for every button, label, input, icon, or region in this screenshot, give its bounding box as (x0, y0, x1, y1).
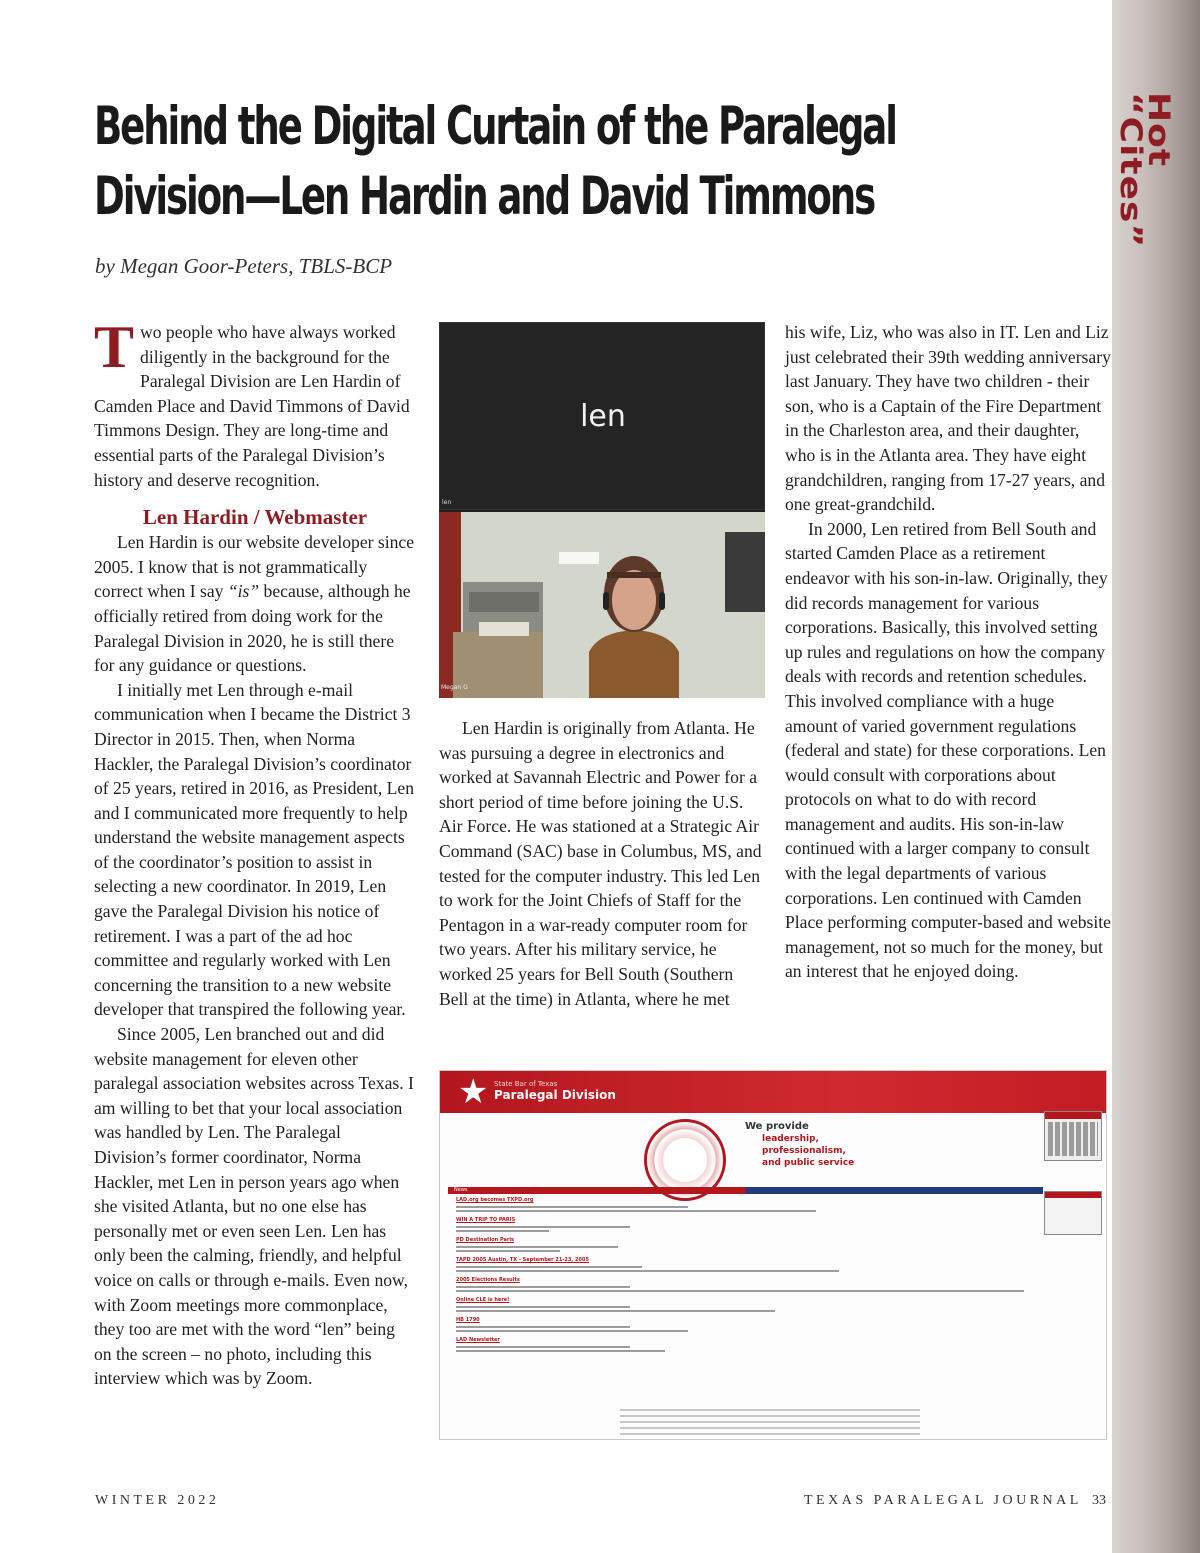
news-item: LAD.org becomes TXPD.org (456, 1197, 1036, 1212)
zoom-name-tag: len (442, 499, 452, 506)
news-item: TAPD 2005 Austin, TX - September 21-23, 2005 (456, 1257, 1036, 1272)
intro-paragraph: Two people who have always worked diligently in the background for the Paralegal Division are Len Hardin of Camden Place and David Timmons of David Timmons Design. They are long-time and essential parts of the Paralegal Division’s history and deserve recognition. (94, 314, 410, 490)
byline: by Megan Goor-Peters, TBLS-BCP (95, 254, 393, 278)
website-title: Paralegal Division (494, 1088, 616, 1102)
news-item: 2005 Elections Results (456, 1277, 1036, 1292)
news-list (456, 1197, 1036, 1357)
column-2 (439, 716, 765, 1011)
paragraph: I initially met Len through e-mail communication when I became the District 3 Director in 2015. Then, when Norma Hackler, the Paralegal Division’s coordinator of 25 years, retired in 2016, as President, Len and I communicated more frequently to help understand the website management aspects of the coordinator’s position to assist in selecting a new coordinator. In 2019, Len gave the Paralegal Division his notice of retirement. I was a part of the ad hoc committee and regularly worked with Len concerning the transition to a new website developer that transpired the following year. (94, 679, 415, 1020)
news-label: News (454, 1187, 468, 1193)
title-line-1: Behind the Digital Curtain of the Paralegal (94, 96, 896, 157)
news-bar (448, 1187, 1043, 1194)
section-title: Hot “Cites” (1113, 92, 1176, 249)
website-provide: We provide (745, 1121, 809, 1132)
webcam-photo (439, 512, 765, 698)
star-icon: ★ (458, 1072, 489, 1112)
paragraph: In 2000, Len retired from Bell South and started Camden Place as a retirement endeavor with his son-in-law. Originally, they did records management for various corporations. Basically, this involved setting up rules and regulations on how the company deals with records and retention schedules. This involved compliance with a huge amount of varied government regulations (federal and state) for these corporations. Len would consult with corporations about protocols on what to do with record management and audits. His son-in-law continued with a larger company to consult with the legal departments of various corporations. Len continued with Camden Place performing computer-based and website management, not so much for the money, but an interest that he enjoyed doing. (785, 518, 1111, 982)
website-footer (620, 1409, 920, 1437)
news-item: WIN A TRIP TO PARIS (456, 1217, 1036, 1232)
drop-cap: T (94, 314, 135, 380)
news-item: PD Destination Paris (456, 1237, 1036, 1252)
title-line-2: Division—Len Hardin and David Timmons (94, 166, 875, 227)
zoom-speaker-name: len (580, 399, 626, 434)
footer-season: WINTER 2022 (95, 1493, 220, 1508)
news-item: LAD Newsletter (456, 1337, 1036, 1352)
search-widget (1044, 1191, 1102, 1235)
column-1 (94, 314, 416, 1391)
news-item: HB 1790 (456, 1317, 1036, 1332)
page-number: 33 (1092, 1493, 1106, 1508)
zoom-tile-megan (439, 512, 765, 698)
website-screenshot (439, 1070, 1107, 1440)
zoom-name-tag: Megan G (441, 684, 468, 691)
footer-journal: TEXAS PARALEGAL JOURNAL (804, 1493, 1082, 1508)
paragraph: Len Hardin is originally from Atlanta. He was pursuing a degree in electronics and worked at Savannah Electric and Power for a short period of time before joining the U.S. Air Force. He was stationed at a Strategic Air Command (SAC) base in Columbus, MS, and tested for the computer industry. This led Len to work for the Joint Chiefs of Staff for the Pentagon in a war-ready computer room for two years. After his military service, he worked 25 years for Bell South (Southern Bell at the time) in Atlanta, where he met (439, 718, 762, 1009)
zoom-tile-len (439, 322, 765, 510)
article-title (94, 92, 896, 232)
website-org: State Bar of Texas (494, 1080, 558, 1088)
website-tagline: leadership, professionalism, and public service (762, 1134, 855, 1168)
column-3 (785, 320, 1111, 984)
paragraph: his wife, Liz, who was also in IT. Len and Liz just celebrated their 39th wedding anniversary last January. They have two children - their son, who is a Captain of the Fire Department in the Charleston area, and their daughter, who is in the Atlanta area. They have eight grandchildren, ranging from 17-27 years, and one great-grandchild. (785, 322, 1111, 515)
paragraph: Since 2005, Len branched out and did website management for eleven other paralegal association websites across Texas. I am willing to bet that your local association was handled by Len. The Paralegal Division’s former coordinator, Norma Hackler, met Len in person years ago when she visited Atlanta, but no one else has personally met or even seen Len. Len has only been the calming, friendly, and helpful voice on calls or through e-mails. Even now, with Zoom meetings more commonplace, they too are met with the word “len” being on the screen – no photo, including this interview which was by Zoom. (94, 1024, 414, 1389)
paragraph: Len Hardin is our website developer since 2005. I know that is not grammatically correct when I say “is” because, although he officially retired from doing work for the Paralegal Division in 2020, he is still there for any guidance or questions. (94, 532, 415, 676)
zoom-screenshot (439, 322, 765, 698)
calendar-widget (1044, 1111, 1102, 1161)
subhead-len-hardin: Len Hardin / Webmaster (142, 505, 368, 530)
website-header (440, 1071, 1107, 1113)
news-item: Online CLE is here! (456, 1297, 1036, 1312)
